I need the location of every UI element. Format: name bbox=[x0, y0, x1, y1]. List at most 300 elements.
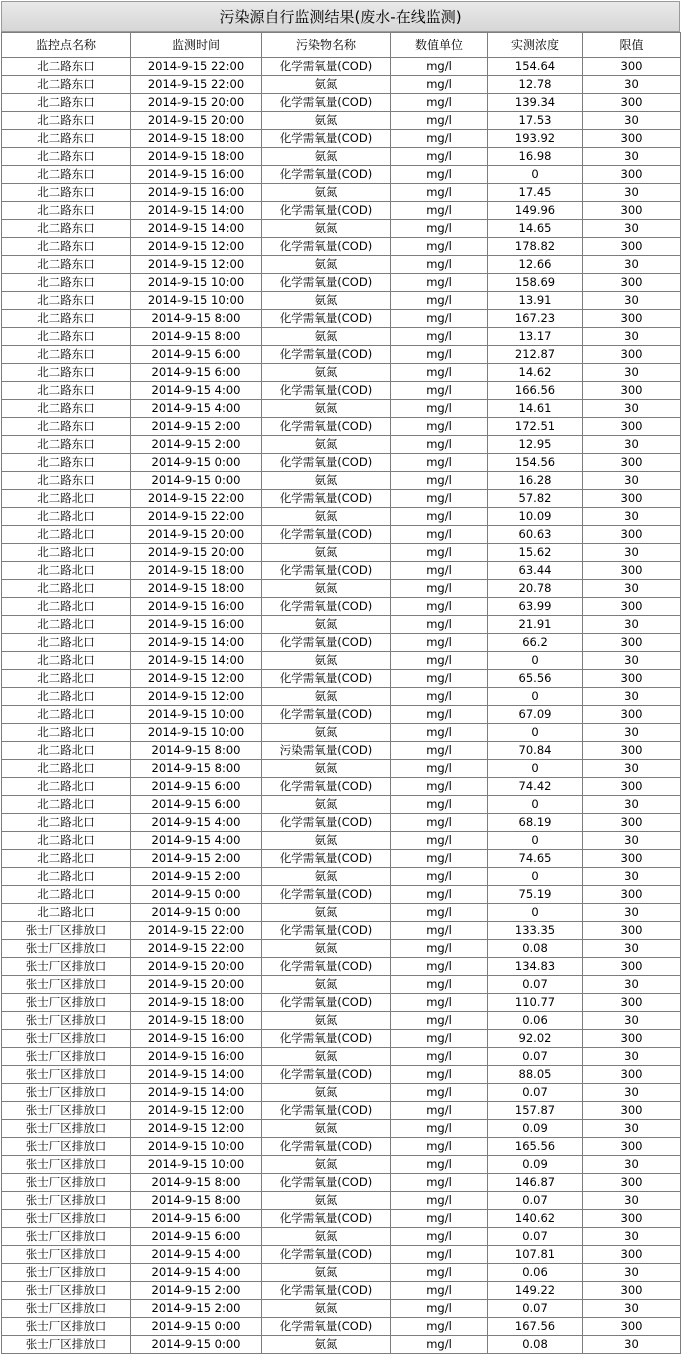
cell-limit: 30 bbox=[583, 1084, 681, 1102]
cell-monitoring-time: 2014-9-15 14:00 bbox=[131, 1066, 262, 1084]
cell-unit: mg/l bbox=[391, 1210, 488, 1228]
cell-limit: 300 bbox=[583, 490, 681, 508]
cell-unit: mg/l bbox=[391, 1120, 488, 1138]
table-row bbox=[2, 400, 681, 418]
cell-monitoring-point: 北二路东口 bbox=[2, 94, 131, 112]
column-header-monitoring-time: 监测时间 bbox=[131, 33, 262, 58]
cell-concentration: 0.06 bbox=[488, 1012, 583, 1030]
cell-monitoring-time: 2014-9-15 14:00 bbox=[131, 652, 262, 670]
table-row bbox=[2, 1048, 681, 1066]
cell-monitoring-time: 2014-9-15 12:00 bbox=[131, 256, 262, 274]
cell-limit: 300 bbox=[583, 238, 681, 256]
table-row bbox=[2, 634, 681, 652]
cell-unit: mg/l bbox=[391, 220, 488, 238]
cell-monitoring-point: 张士厂区排放口 bbox=[2, 1210, 131, 1228]
cell-concentration: 0.09 bbox=[488, 1120, 583, 1138]
cell-limit: 300 bbox=[583, 94, 681, 112]
cell-limit: 30 bbox=[583, 580, 681, 598]
cell-unit: mg/l bbox=[391, 1300, 488, 1318]
cell-unit: mg/l bbox=[391, 76, 488, 94]
cell-unit: mg/l bbox=[391, 202, 488, 220]
cell-limit: 300 bbox=[583, 598, 681, 616]
table-row bbox=[2, 76, 681, 94]
table-row bbox=[2, 562, 681, 580]
table-row bbox=[2, 994, 681, 1012]
cell-pollutant: 污染需氧量(COD) bbox=[262, 742, 391, 760]
cell-unit: mg/l bbox=[391, 580, 488, 598]
cell-pollutant: 化学需氧量(COD) bbox=[262, 1246, 391, 1264]
cell-monitoring-time: 2014-9-15 22:00 bbox=[131, 940, 262, 958]
cell-monitoring-point: 北二路北口 bbox=[2, 598, 131, 616]
cell-monitoring-point: 北二路东口 bbox=[2, 220, 131, 238]
cell-limit: 300 bbox=[583, 1138, 681, 1156]
cell-monitoring-point: 北二路东口 bbox=[2, 112, 131, 130]
cell-monitoring-point: 北二路北口 bbox=[2, 868, 131, 886]
cell-pollutant: 氨氮 bbox=[262, 1336, 391, 1354]
cell-monitoring-time: 2014-9-15 12:00 bbox=[131, 688, 262, 706]
cell-monitoring-time: 2014-9-15 8:00 bbox=[131, 742, 262, 760]
cell-limit: 30 bbox=[583, 148, 681, 166]
cell-monitoring-time: 2014-9-15 4:00 bbox=[131, 1264, 262, 1282]
cell-monitoring-time: 2014-9-15 0:00 bbox=[131, 1318, 262, 1336]
cell-limit: 30 bbox=[583, 1264, 681, 1282]
cell-monitoring-point: 北二路东口 bbox=[2, 364, 131, 382]
cell-monitoring-point: 张士厂区排放口 bbox=[2, 1138, 131, 1156]
cell-monitoring-time: 2014-9-15 20:00 bbox=[131, 94, 262, 112]
cell-pollutant: 氨氮 bbox=[262, 1228, 391, 1246]
cell-monitoring-time: 2014-9-15 2:00 bbox=[131, 1282, 262, 1300]
cell-limit: 30 bbox=[583, 1012, 681, 1030]
cell-monitoring-time: 2014-9-15 2:00 bbox=[131, 418, 262, 436]
cell-unit: mg/l bbox=[391, 1084, 488, 1102]
cell-monitoring-time: 2014-9-15 10:00 bbox=[131, 724, 262, 742]
cell-monitoring-point: 北二路东口 bbox=[2, 310, 131, 328]
cell-unit: mg/l bbox=[391, 130, 488, 148]
cell-monitoring-time: 2014-9-15 2:00 bbox=[131, 850, 262, 868]
table-row bbox=[2, 706, 681, 724]
cell-monitoring-point: 北二路北口 bbox=[2, 760, 131, 778]
cell-monitoring-time: 2014-9-15 0:00 bbox=[131, 904, 262, 922]
cell-pollutant: 氨氮 bbox=[262, 472, 391, 490]
cell-monitoring-time: 2014-9-15 4:00 bbox=[131, 382, 262, 400]
table-header bbox=[2, 33, 681, 58]
cell-unit: mg/l bbox=[391, 400, 488, 418]
cell-monitoring-point: 张士厂区排放口 bbox=[2, 1174, 131, 1192]
cell-monitoring-point: 北二路北口 bbox=[2, 652, 131, 670]
cell-concentration: 0 bbox=[488, 868, 583, 886]
cell-pollutant: 化学需氧量(COD) bbox=[262, 238, 391, 256]
cell-monitoring-time: 2014-9-15 10:00 bbox=[131, 1156, 262, 1174]
cell-unit: mg/l bbox=[391, 742, 488, 760]
cell-monitoring-time: 2014-9-15 6:00 bbox=[131, 346, 262, 364]
cell-concentration: 17.53 bbox=[488, 112, 583, 130]
cell-monitoring-point: 张士厂区排放口 bbox=[2, 1300, 131, 1318]
cell-pollutant: 化学需氧量(COD) bbox=[262, 346, 391, 364]
cell-monitoring-point: 北二路北口 bbox=[2, 616, 131, 634]
cell-concentration: 70.84 bbox=[488, 742, 583, 760]
cell-monitoring-time: 2014-9-15 2:00 bbox=[131, 436, 262, 454]
cell-unit: mg/l bbox=[391, 904, 488, 922]
cell-concentration: 167.56 bbox=[488, 1318, 583, 1336]
table-row bbox=[2, 868, 681, 886]
cell-limit: 30 bbox=[583, 796, 681, 814]
table-row bbox=[2, 922, 681, 940]
cell-monitoring-time: 2014-9-15 10:00 bbox=[131, 1138, 262, 1156]
table-row bbox=[2, 904, 681, 922]
table-row bbox=[2, 292, 681, 310]
cell-limit: 30 bbox=[583, 76, 681, 94]
report-title: 污染源自行监测结果(废水-在线监测) bbox=[1, 1, 680, 32]
cell-concentration: 0.08 bbox=[488, 940, 583, 958]
cell-pollutant: 化学需氧量(COD) bbox=[262, 850, 391, 868]
cell-monitoring-point: 北二路东口 bbox=[2, 418, 131, 436]
cell-limit: 30 bbox=[583, 904, 681, 922]
table-row bbox=[2, 328, 681, 346]
cell-concentration: 154.56 bbox=[488, 454, 583, 472]
table-row bbox=[2, 544, 681, 562]
cell-unit: mg/l bbox=[391, 796, 488, 814]
cell-concentration: 17.45 bbox=[488, 184, 583, 202]
cell-monitoring-point: 北二路东口 bbox=[2, 436, 131, 454]
cell-pollutant: 氨氮 bbox=[262, 220, 391, 238]
cell-monitoring-point: 张士厂区排放口 bbox=[2, 1336, 131, 1354]
cell-limit: 30 bbox=[583, 688, 681, 706]
cell-unit: mg/l bbox=[391, 544, 488, 562]
table-row bbox=[2, 238, 681, 256]
cell-concentration: 0 bbox=[488, 166, 583, 184]
cell-limit: 30 bbox=[583, 940, 681, 958]
cell-concentration: 63.99 bbox=[488, 598, 583, 616]
cell-unit: mg/l bbox=[391, 166, 488, 184]
cell-limit: 30 bbox=[583, 1300, 681, 1318]
cell-pollutant: 化学需氧量(COD) bbox=[262, 1210, 391, 1228]
table-row bbox=[2, 760, 681, 778]
cell-concentration: 149.22 bbox=[488, 1282, 583, 1300]
cell-limit: 300 bbox=[583, 1210, 681, 1228]
cell-monitoring-point: 北二路东口 bbox=[2, 292, 131, 310]
cell-concentration: 165.56 bbox=[488, 1138, 583, 1156]
cell-monitoring-time: 2014-9-15 16:00 bbox=[131, 1030, 262, 1048]
column-header-monitoring-point: 监控点名称 bbox=[2, 33, 131, 58]
cell-pollutant: 化学需氧量(COD) bbox=[262, 994, 391, 1012]
table-row bbox=[2, 616, 681, 634]
cell-pollutant: 化学需氧量(COD) bbox=[262, 58, 391, 76]
cell-monitoring-time: 2014-9-15 6:00 bbox=[131, 1228, 262, 1246]
cell-monitoring-time: 2014-9-15 8:00 bbox=[131, 328, 262, 346]
table-row bbox=[2, 652, 681, 670]
cell-pollutant: 化学需氧量(COD) bbox=[262, 1318, 391, 1336]
cell-monitoring-time: 2014-9-15 8:00 bbox=[131, 1174, 262, 1192]
cell-monitoring-time: 2014-9-15 20:00 bbox=[131, 544, 262, 562]
cell-monitoring-point: 张士厂区排放口 bbox=[2, 1192, 131, 1210]
table-row bbox=[2, 436, 681, 454]
table-row bbox=[2, 886, 681, 904]
cell-monitoring-time: 2014-9-15 14:00 bbox=[131, 634, 262, 652]
cell-monitoring-time: 2014-9-15 22:00 bbox=[131, 922, 262, 940]
cell-unit: mg/l bbox=[391, 148, 488, 166]
cell-concentration: 0 bbox=[488, 724, 583, 742]
table-row bbox=[2, 670, 681, 688]
cell-pollutant: 氨氮 bbox=[262, 1012, 391, 1030]
cell-monitoring-time: 2014-9-15 14:00 bbox=[131, 202, 262, 220]
cell-limit: 300 bbox=[583, 886, 681, 904]
table-row bbox=[2, 1138, 681, 1156]
cell-unit: mg/l bbox=[391, 886, 488, 904]
cell-pollutant: 氨氮 bbox=[262, 436, 391, 454]
cell-monitoring-time: 2014-9-15 4:00 bbox=[131, 832, 262, 850]
cell-monitoring-time: 2014-9-15 16:00 bbox=[131, 598, 262, 616]
cell-pollutant: 化学需氧量(COD) bbox=[262, 670, 391, 688]
table-row bbox=[2, 130, 681, 148]
column-header-concentration: 实测浓度 bbox=[488, 33, 583, 58]
cell-monitoring-time: 2014-9-15 6:00 bbox=[131, 364, 262, 382]
cell-limit: 300 bbox=[583, 1102, 681, 1120]
cell-limit: 30 bbox=[583, 220, 681, 238]
cell-monitoring-point: 张士厂区排放口 bbox=[2, 922, 131, 940]
cell-pollutant: 氨氮 bbox=[262, 76, 391, 94]
cell-monitoring-time: 2014-9-15 18:00 bbox=[131, 994, 262, 1012]
table-row bbox=[2, 1318, 681, 1336]
cell-concentration: 140.62 bbox=[488, 1210, 583, 1228]
cell-monitoring-point: 北二路北口 bbox=[2, 688, 131, 706]
cell-limit: 300 bbox=[583, 346, 681, 364]
cell-pollutant: 化学需氧量(COD) bbox=[262, 1138, 391, 1156]
cell-monitoring-point: 北二路北口 bbox=[2, 814, 131, 832]
cell-limit: 30 bbox=[583, 292, 681, 310]
table-row bbox=[2, 220, 681, 238]
cell-limit: 300 bbox=[583, 1318, 681, 1336]
table-row bbox=[2, 148, 681, 166]
table-row bbox=[2, 1228, 681, 1246]
cell-limit: 30 bbox=[583, 616, 681, 634]
cell-monitoring-point: 张士厂区排放口 bbox=[2, 1102, 131, 1120]
cell-monitoring-point: 北二路东口 bbox=[2, 400, 131, 418]
cell-limit: 300 bbox=[583, 562, 681, 580]
cell-monitoring-time: 2014-9-15 8:00 bbox=[131, 310, 262, 328]
cell-concentration: 157.87 bbox=[488, 1102, 583, 1120]
cell-unit: mg/l bbox=[391, 364, 488, 382]
cell-monitoring-time: 2014-9-15 20:00 bbox=[131, 112, 262, 130]
cell-monitoring-point: 张士厂区排放口 bbox=[2, 976, 131, 994]
cell-monitoring-point: 北二路北口 bbox=[2, 706, 131, 724]
cell-limit: 30 bbox=[583, 472, 681, 490]
table-row bbox=[2, 472, 681, 490]
cell-limit: 30 bbox=[583, 328, 681, 346]
cell-pollutant: 氨氮 bbox=[262, 652, 391, 670]
cell-monitoring-time: 2014-9-15 22:00 bbox=[131, 58, 262, 76]
table-row bbox=[2, 1030, 681, 1048]
cell-monitoring-time: 2014-9-15 10:00 bbox=[131, 706, 262, 724]
cell-concentration: 107.81 bbox=[488, 1246, 583, 1264]
cell-pollutant: 氨氮 bbox=[262, 256, 391, 274]
cell-limit: 300 bbox=[583, 202, 681, 220]
table-row bbox=[2, 1300, 681, 1318]
cell-pollutant: 化学需氧量(COD) bbox=[262, 310, 391, 328]
cell-monitoring-point: 北二路东口 bbox=[2, 58, 131, 76]
table-row bbox=[2, 364, 681, 382]
cell-unit: mg/l bbox=[391, 1318, 488, 1336]
cell-unit: mg/l bbox=[391, 1102, 488, 1120]
table-row bbox=[2, 202, 681, 220]
cell-limit: 300 bbox=[583, 958, 681, 976]
cell-monitoring-time: 2014-9-15 12:00 bbox=[131, 1102, 262, 1120]
cell-monitoring-time: 2014-9-15 12:00 bbox=[131, 670, 262, 688]
cell-monitoring-point: 北二路东口 bbox=[2, 454, 131, 472]
cell-unit: mg/l bbox=[391, 688, 488, 706]
table-row bbox=[2, 346, 681, 364]
table-row bbox=[2, 976, 681, 994]
cell-unit: mg/l bbox=[391, 256, 488, 274]
cell-concentration: 74.65 bbox=[488, 850, 583, 868]
cell-concentration: 0 bbox=[488, 688, 583, 706]
cell-limit: 300 bbox=[583, 382, 681, 400]
cell-monitoring-point: 张士厂区排放口 bbox=[2, 1246, 131, 1264]
cell-monitoring-time: 2014-9-15 18:00 bbox=[131, 1012, 262, 1030]
cell-pollutant: 氨氮 bbox=[262, 1084, 391, 1102]
cell-monitoring-time: 2014-9-15 20:00 bbox=[131, 976, 262, 994]
cell-monitoring-time: 2014-9-15 18:00 bbox=[131, 562, 262, 580]
cell-unit: mg/l bbox=[391, 112, 488, 130]
cell-limit: 300 bbox=[583, 526, 681, 544]
cell-concentration: 110.77 bbox=[488, 994, 583, 1012]
cell-concentration: 13.91 bbox=[488, 292, 583, 310]
cell-pollutant: 氨氮 bbox=[262, 580, 391, 598]
cell-monitoring-point: 北二路东口 bbox=[2, 328, 131, 346]
cell-concentration: 57.82 bbox=[488, 490, 583, 508]
cell-monitoring-time: 2014-9-15 8:00 bbox=[131, 1192, 262, 1210]
cell-limit: 300 bbox=[583, 850, 681, 868]
cell-unit: mg/l bbox=[391, 706, 488, 724]
cell-monitoring-time: 2014-9-15 12:00 bbox=[131, 238, 262, 256]
table-row bbox=[2, 598, 681, 616]
table-row bbox=[2, 166, 681, 184]
cell-concentration: 139.34 bbox=[488, 94, 583, 112]
cell-limit: 300 bbox=[583, 1174, 681, 1192]
table-row bbox=[2, 58, 681, 76]
cell-pollutant: 氨氮 bbox=[262, 1300, 391, 1318]
cell-monitoring-time: 2014-9-15 10:00 bbox=[131, 274, 262, 292]
cell-monitoring-time: 2014-9-15 22:00 bbox=[131, 508, 262, 526]
cell-monitoring-point: 北二路东口 bbox=[2, 382, 131, 400]
cell-pollutant: 氨氮 bbox=[262, 940, 391, 958]
table-row bbox=[2, 1156, 681, 1174]
cell-monitoring-point: 张士厂区排放口 bbox=[2, 1048, 131, 1066]
cell-pollutant: 化学需氧量(COD) bbox=[262, 1030, 391, 1048]
cell-concentration: 16.98 bbox=[488, 148, 583, 166]
cell-limit: 300 bbox=[583, 1066, 681, 1084]
cell-monitoring-point: 北二路北口 bbox=[2, 670, 131, 688]
cell-unit: mg/l bbox=[391, 472, 488, 490]
cell-monitoring-point: 北二路北口 bbox=[2, 580, 131, 598]
cell-concentration: 0.06 bbox=[488, 1264, 583, 1282]
table-row bbox=[2, 580, 681, 598]
cell-concentration: 92.02 bbox=[488, 1030, 583, 1048]
cell-concentration: 154.64 bbox=[488, 58, 583, 76]
cell-pollutant: 氨氮 bbox=[262, 760, 391, 778]
cell-concentration: 74.42 bbox=[488, 778, 583, 796]
cell-concentration: 172.51 bbox=[488, 418, 583, 436]
table-row bbox=[2, 958, 681, 976]
cell-pollutant: 氨氮 bbox=[262, 1156, 391, 1174]
cell-concentration: 14.65 bbox=[488, 220, 583, 238]
cell-unit: mg/l bbox=[391, 274, 488, 292]
cell-monitoring-point: 北二路北口 bbox=[2, 634, 131, 652]
cell-limit: 300 bbox=[583, 166, 681, 184]
cell-monitoring-point: 北二路东口 bbox=[2, 256, 131, 274]
table-row bbox=[2, 184, 681, 202]
table-row bbox=[2, 256, 681, 274]
cell-unit: mg/l bbox=[391, 1138, 488, 1156]
cell-unit: mg/l bbox=[391, 976, 488, 994]
cell-concentration: 14.62 bbox=[488, 364, 583, 382]
cell-limit: 30 bbox=[583, 1336, 681, 1354]
cell-pollutant: 氨氮 bbox=[262, 112, 391, 130]
cell-unit: mg/l bbox=[391, 616, 488, 634]
cell-unit: mg/l bbox=[391, 94, 488, 112]
cell-monitoring-point: 北二路东口 bbox=[2, 472, 131, 490]
cell-limit: 300 bbox=[583, 634, 681, 652]
cell-monitoring-point: 北二路东口 bbox=[2, 274, 131, 292]
cell-unit: mg/l bbox=[391, 454, 488, 472]
cell-unit: mg/l bbox=[391, 652, 488, 670]
cell-pollutant: 化学需氧量(COD) bbox=[262, 634, 391, 652]
table-row bbox=[2, 454, 681, 472]
cell-concentration: 65.56 bbox=[488, 670, 583, 688]
cell-pollutant: 化学需氧量(COD) bbox=[262, 778, 391, 796]
table-row bbox=[2, 1012, 681, 1030]
cell-concentration: 158.69 bbox=[488, 274, 583, 292]
cell-pollutant: 化学需氧量(COD) bbox=[262, 1102, 391, 1120]
cell-monitoring-time: 2014-9-15 0:00 bbox=[131, 472, 262, 490]
cell-monitoring-time: 2014-9-15 22:00 bbox=[131, 76, 262, 94]
cell-limit: 300 bbox=[583, 670, 681, 688]
cell-pollutant: 化学需氧量(COD) bbox=[262, 274, 391, 292]
cell-unit: mg/l bbox=[391, 1048, 488, 1066]
cell-monitoring-point: 张士厂区排放口 bbox=[2, 1120, 131, 1138]
cell-limit: 300 bbox=[583, 274, 681, 292]
cell-concentration: 134.83 bbox=[488, 958, 583, 976]
cell-monitoring-point: 北二路北口 bbox=[2, 886, 131, 904]
cell-unit: mg/l bbox=[391, 1336, 488, 1354]
cell-unit: mg/l bbox=[391, 1156, 488, 1174]
cell-concentration: 167.23 bbox=[488, 310, 583, 328]
cell-unit: mg/l bbox=[391, 1246, 488, 1264]
cell-monitoring-time: 2014-9-15 18:00 bbox=[131, 580, 262, 598]
cell-monitoring-time: 2014-9-15 16:00 bbox=[131, 166, 262, 184]
table-row bbox=[2, 778, 681, 796]
cell-limit: 300 bbox=[583, 418, 681, 436]
cell-monitoring-time: 2014-9-15 18:00 bbox=[131, 130, 262, 148]
cell-monitoring-point: 北二路东口 bbox=[2, 76, 131, 94]
cell-pollutant: 化学需氧量(COD) bbox=[262, 958, 391, 976]
cell-monitoring-time: 2014-9-15 0:00 bbox=[131, 1336, 262, 1354]
cell-monitoring-point: 张士厂区排放口 bbox=[2, 1228, 131, 1246]
cell-unit: mg/l bbox=[391, 508, 488, 526]
cell-pollutant: 氨氮 bbox=[262, 616, 391, 634]
table-row bbox=[2, 1264, 681, 1282]
cell-pollutant: 氨氮 bbox=[262, 904, 391, 922]
cell-monitoring-time: 2014-9-15 6:00 bbox=[131, 778, 262, 796]
table-row bbox=[2, 490, 681, 508]
cell-pollutant: 氨氮 bbox=[262, 508, 391, 526]
table-row bbox=[2, 796, 681, 814]
cell-concentration: 166.56 bbox=[488, 382, 583, 400]
cell-unit: mg/l bbox=[391, 1012, 488, 1030]
cell-monitoring-point: 北二路北口 bbox=[2, 742, 131, 760]
cell-concentration: 0.07 bbox=[488, 1084, 583, 1102]
table-row bbox=[2, 274, 681, 292]
cell-limit: 30 bbox=[583, 724, 681, 742]
